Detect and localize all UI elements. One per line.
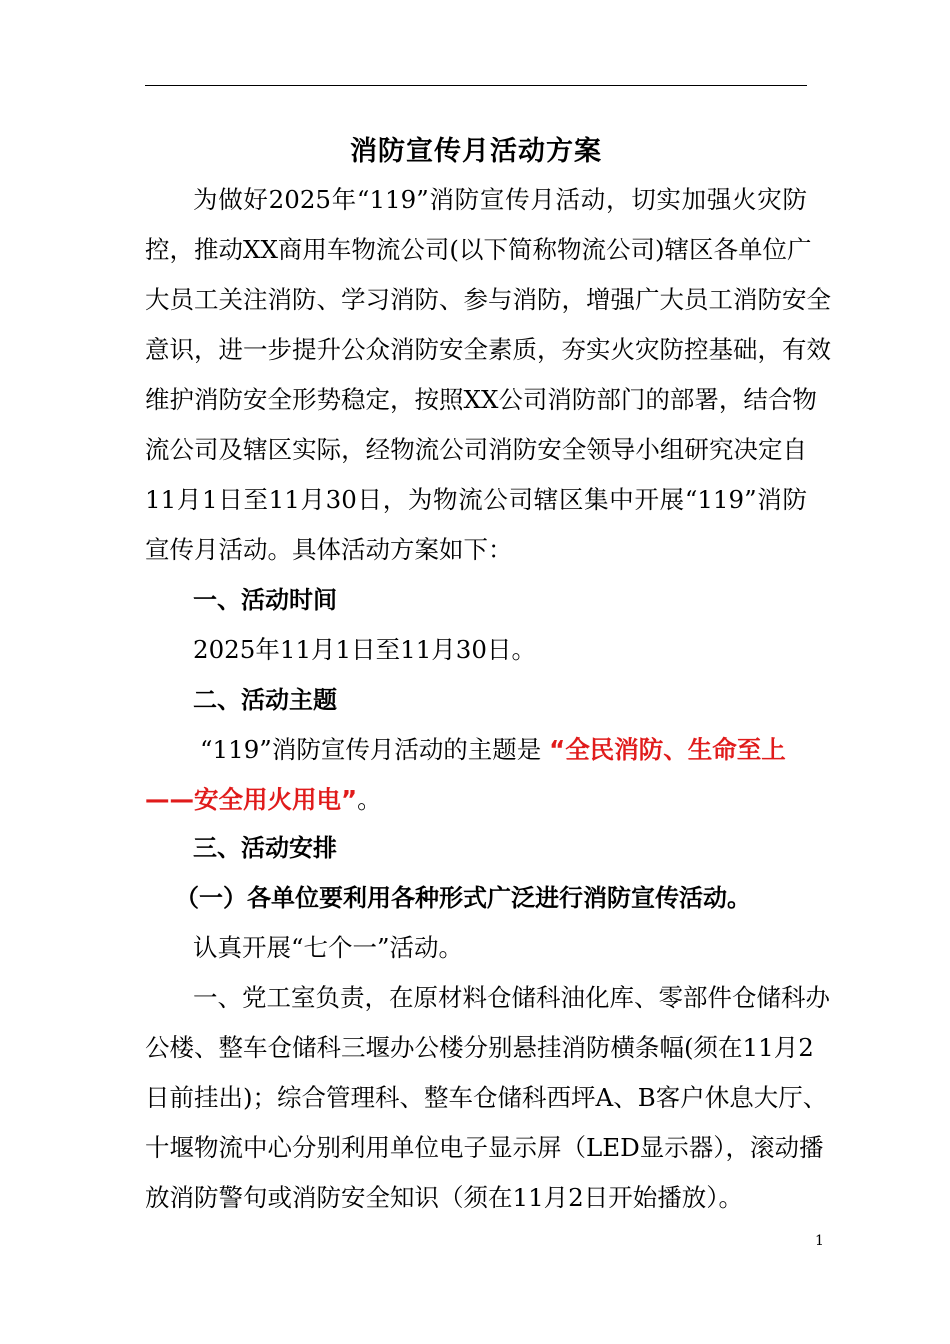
page-number: 1 [815,1233,824,1249]
theme-line [200,730,814,770]
item-line: 公楼、整车仓储科三堰办公楼分别悬挂消防横条幅(须在11月2 [145,1033,814,1062]
section-time-text: 2025年11月1日至11月30日。 [193,635,536,664]
subsection-heading: （一）各单位要利用各种形式广泛进行消防宣传活动。 [175,884,751,912]
item-line: 一、党工室负责，在原材料仓储科油化库、零部件仓储科办 [193,983,830,1012]
document-title: 消防宣传月活动方案 [350,136,602,167]
intro-line: 11月1日至11月30日，为物流公司辖区集中开展“119”消防 [145,485,807,514]
intro-line: 流公司及辖区实际，经物流公司消防安全领导小组研究决定自 [145,435,807,464]
theme-highlight-cont: ——安全用火用电” [145,785,358,814]
seven-ones-text: 认真开展“七个一”活动。 [193,933,464,962]
item-line: 放消防警句或消防安全知识（须在11月2日开始播放）。 [145,1183,744,1212]
item-line: 日前挂出)；综合管理科、整车仓储科西坪A、B客户休息大厅、 [145,1083,828,1112]
section-heading-time: 一、活动时间 [193,586,337,614]
intro-line: 宣传月活动。具体活动方案如下： [145,535,513,564]
theme-suffix: 。 [357,785,382,814]
intro-line: 意识，进一步提升公众消防安全素质，夯实火灾防控基础，有效 [145,335,831,364]
intro-line: 控，推动XX商用车物流公司(以下简称物流公司)辖区各单位广 [145,235,812,264]
header-rule [145,85,807,86]
section-heading-arrangement: 三、活动安排 [193,834,337,862]
theme-prefix: “119”消防宣传月活动的主题是 [200,735,550,764]
intro-line: 大员工关注消防、学习消防、参与消防，增强广大员工消防安全 [145,285,831,314]
intro-line: 为做好2025年“119”消防宣传月活动，切实加强火灾防 [193,185,807,214]
theme-line-2 [145,780,807,820]
item-line: 十堰物流中心分别利用单位电子显示屏（LED显示器），滚动播 [145,1133,824,1162]
section-heading-theme: 二、活动主题 [193,686,337,714]
theme-highlight: “全民消防、生命至上 [549,735,786,764]
intro-line: 维护消防安全形势稳定，按照XX公司消防部门的部署，结合物 [145,385,817,414]
